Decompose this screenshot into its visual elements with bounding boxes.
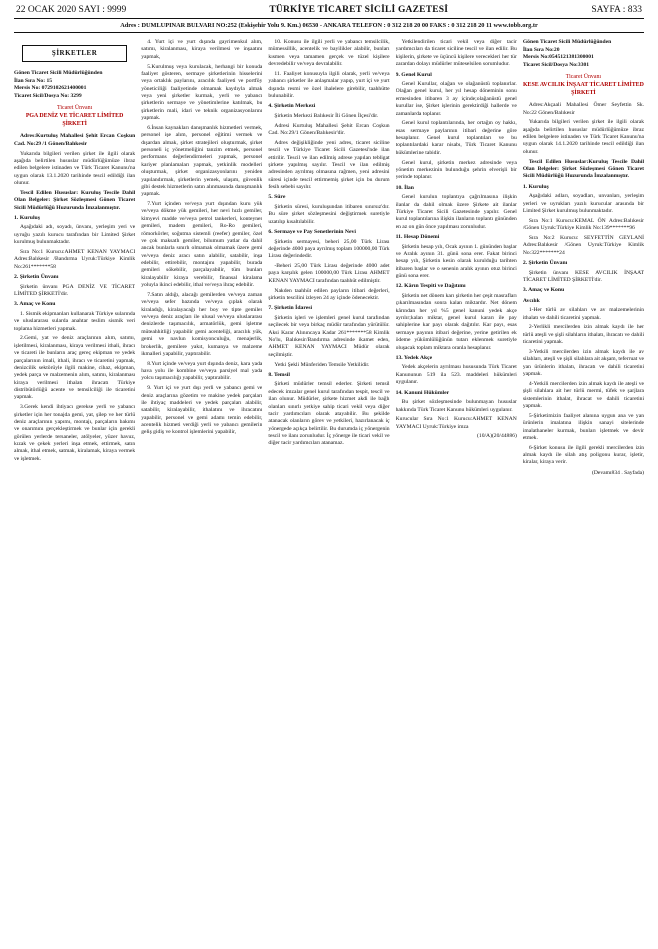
paragraph: 9. Yurt içi ve yurt dışı yerli ve yabancı gemi ve deniz araçlarına gözetim ve makine yedek parçaları ile ihtiyaç maddeleri ve yedek parçaları alabilir, satabilir, kiralayabilir, ithalatını ve ihracatını yapabilir, personel ve gemi adamı temin edebilir, acentelik hizmeti verdiği yerli ve yabancı gemilerin geliş gidiş ve kontrol işlemlerini yapabilir, [141, 385, 263, 436]
notice-number: İlan Sıra No:20 [522, 46, 560, 53]
section-heading: 5. Süre [268, 194, 286, 201]
paragraph: Genel kurulun toplantıya çağrılmasına ilişkin ilanlar da dahil olmak üzere Şirkete ait ilanlar Türkiye Ticaret Sicili Gazetesinde yapılır. Genel kurul toplantılarına ilişkin ilanların toplantı gününden en az on gün önce yapılması zorunludur. [395, 194, 517, 230]
paragraph: Şirketin Merkezi Balıkesir İli Gönen İlçesi'dir. [274, 112, 379, 119]
paragraph: Adres:Akçaali Mahallesi Ömer Seyfettin Sk. No:22 Gönen/Balıkesir [522, 102, 645, 116]
registry-file-number: Ticaret Sicil/Dosya No:3301 [522, 61, 590, 68]
paragraph: Aşağıdaki adı, soyadı, ünvanı, yerleşim yeri ve uyruğu yazılı kurucu tarafından bir Limited Şirket kurulmuş bulunmaktadır. [14, 224, 136, 246]
paragraph: 1-Her türlü av silahları ve av malzemelerinin ithalatı ve dahili ticaretini yapmak. [522, 307, 645, 321]
title-label: Ticaret Ünvanı [565, 74, 602, 81]
paragraph: 8.Yurt içinde ve/veya yurt dışında deniz, kara yada hava yolu ile kombine ve/veya parsiyel mal yada yolcu taşımacılığı yapabilir, yaptırabilir. [141, 360, 263, 382]
section-subheading: Avcılık [522, 297, 540, 304]
paragraph: Şirketin net dönem karı şirketin her çeşit masrafları çıkarılmasından sonra kalan miktardır. Net dönem kârından her yıl %5 genel kanuni yedek akçe ayrılır;kalan miktar, genel kurul kararı ile pay sahiplerine kar payı olarak dağıtılır. Kar payı, esas sermaye payının itibari değerine, yerine getirilen ek ödeme yükümlülüğünün tutarı eklenmek suretiyle oluşacak toplam miktara oranla hesaplanır. [395, 292, 517, 351]
address-bar: Adres : DUMLUPINAR BULVARI NO:252 (Eskişehir Yolu 9. Km.) 06530 - ANKARA TELEFON : 0 312 218 20 00 FAKS : 0 312 218 20 11 www.tobb.org.tr [14, 19, 644, 33]
paragraph: Şirketin sermayesi, beheri 25,00 Türk Lirası değerinde 4000 paya ayrılmış toplam 100000,00 Türk Lirası değerindedir. [268, 238, 390, 260]
section-heading: 3. Amaç ve Konu [14, 301, 56, 308]
section-heading: 13. Yedek Akçe [395, 354, 433, 361]
section-title-box: ŞİRKETLER [22, 45, 127, 62]
paragraph: 5.Kurulmuş veya kurulacak, herhangi bir konuda faaliyet gösteren, sermaye şirketlerinin hisselerini veya ortaklık paylarını, aracılık faaliyeti ve portföy yöneticiliği faaliyetinde olmamak kaydıyla almak veya yeni şirketler kurmak, yerli ve yabancı şirketlerin sermaye ve yönetimlerine katılmak, bu şirketlerin mali, idari ve teknik organizasyonlarını yapmak. [141, 63, 263, 122]
paragraph: 4. Yurt içi ve yurt dışında gayrimenkul alım, satımı, kiralanması, kiraya verilmesi ve inşaatını yapmak, [141, 39, 263, 60]
paragraph: 4-Yetkili mercilerden izin almak kaydı ile ateşli ve şişli silahlara ait her türlü mermi, tüfek ve şarjlara sistemlerinin ithalat, ihracat ve dahili ticaretini yapmak. [522, 380, 645, 409]
paragraph: Nakden taahhüt edilen payların itibari değerleri, şirketin tescilini izleyen 24 ay içinde ödenecektir. [268, 287, 390, 301]
paragraph: 6-Şirket konusu ile ilgili gerekli mercilerden izin almak kaydı ile silah atış poligonu kurar, işletir, kiralar, kiraya verir. [522, 444, 645, 466]
section-heading: 4. Şirketin Merkezi [268, 103, 316, 110]
paragraph: 3-Yetkili mercilerden izin almak kaydı ile av silahları, ateşli ve şişli silahlara ait akşam, teferruat ve yan ürünlerin ithalatı, ihracatı ve dahili ticaretini yapmak. [522, 348, 645, 378]
paragraph: Kurucular Sıra No:1 Kurucu:AHMET KENAN YAYMACI Uyruk:Türkiye imza [395, 416, 517, 430]
paragraph: Adres:Kurtuluş Mahallesi Şehit Ercan Coşkun Cad. No:29 /1 Gönen/Balıkesir [14, 133, 136, 147]
registry-office: Gönen Ticaret Sicili Müdürlüğünden [522, 39, 612, 45]
section-heading: 1. Kuruluş [14, 214, 40, 221]
section-heading: 9. Genel Kurul [395, 71, 432, 78]
title-label: Ticaret Ünvanı [56, 105, 93, 112]
paragraph: Tescil Edilen Hususlar:Kuruluş Tescile Dahil Olan Belgeler: Şirket Sözleşmesi Gönen Ticaret Sicili Müdürlüğü Huzurunda İmzalanmıştır. [522, 158, 645, 180]
paragraph: Bu şirket sözleşmesinde bulunmayan hususlar hakkında Türk Ticaret Kanunu hükümleri uygulanır. [395, 399, 517, 413]
paragraph: Adres değişikliğinde yeni adres, ticaret siciline tescil ve Türkiye Ticaret Sicili Gazetesi'nde ilan ettirilir. Tescil ve ilan edilmiş adrese yapılan tebligat şirkete yapılmış sayılır. Tescil ve ilan edilmiş adresinden ayrılmış olmasına rağmen, yeni adresini süresi içinde tescil ettirmemiş şirket için bu durum fesih sebebi sayılır. [268, 139, 390, 191]
column-4 [396, 39, 517, 929]
paragraph: Adresi Kurtuluş Mahallesi Şehit Ercan Coşkun Cad. No:29/1 Gönen/Balıkesir'dir. [268, 122, 390, 137]
section-heading: 12. Kârın Tespiti ve Dağıtımı [395, 283, 466, 290]
paragraph: Genel kurul toplantılarında, her ortağın oy hakkı, esas sermaye paylarının itibari değerine göre hesaplanır. Genel kurul toplantıları ve bu toplantılardaki karar nisabı, Türk Ticaret Kanunu hükümlerine tabidir. [395, 120, 517, 156]
gazette-title: TÜRKİYE TİCARET SİCİLİ GAZETESİ [269, 5, 449, 15]
column-3 [268, 39, 389, 929]
paragraph: 5-Şirketimizin faaliyet alanına uygun ana ve yan ürünlerin imalatına ilişkin sanayi sitelerinde imalathaneler kurmak, bunları işletmek ve devir etmek. [522, 412, 645, 441]
column-5 [523, 39, 644, 929]
section-heading: 6. Sermaye ve Pay Senetlerinin Nevi [268, 229, 356, 236]
paragraph: 3.Gerek kendi ihtiyacı gerekse yerli ve yabancı şirketler için her tonajda gemi, yat, şilep ve her türlü deniz araçlarının yapımı, montajı, parçaların bakımı ve onarımını gerçekleştirmek ve bunlar için gerekli görülen yerlerde tersaneler, atölyeler, yüzer havuz, kızak ve çekek yerleri inşa etmek, ettirmek, satın almak, ithal etmek, satmak, kiralamak, kiraya vermek ve işletmek. [14, 404, 136, 462]
section-heading: 1. Kuruluş [522, 183, 549, 190]
section-heading: 3. Amaç ve Konu [522, 287, 565, 294]
paragraph: 2-Yerlikli mercilerden izin almak kaydı ile her türlü ateşli ve şişli silahların ithalatı, ihracatı ve dahili ticaretini yapmak. [522, 324, 645, 346]
section-heading: 11. Hesap Dönemi [395, 234, 440, 241]
paragraph: Şirketin hesap yılı, Ocak ayının 1. gününden başlar ve Aralık ayının 31. günü sona erer. Fakat birinci hesap yılı, Şirketin kesin olarak kurulduğu tarihten itibaren başlar ve o senenin aralık ayının otuz birinci günü sona erer. [395, 243, 517, 280]
paragraph: 10. Konusu ile ilgili yerli ve yabancı temsilcilik, mümessillik, acentelik ve bayilikler alabilir, bunları kısmen veya tamamen gerçek ve tüzel kişilere devredebilir ve/veya devralabilir. [268, 39, 390, 68]
mersis-number: Mersis No:0545121381300001 [522, 54, 594, 61]
registry-info [523, 39, 644, 69]
company-title [14, 105, 135, 128]
registry-office: Gönen Ticaret Sicili Müdürlüğünden [14, 70, 103, 77]
paragraph: Yetkilendirilen ticari vekil veya diğer tacir yardımcıları da ticaret siciline tescil ve ilan edilir. Bu kişilerin, şirkete ve üçüncü kişilere verecekleri her tür zarardan dolayı müdürler müteselsilen sorumludur. [395, 39, 517, 68]
issue-date: 22 OCAK 2020 SAYI : 9999 [16, 5, 127, 15]
paragraph: Aşağıdaki adları, soyadları, unvanları, yerleşim yerleri ve uyrukları yazılı kurucular arasında bir Limited Şirket kurulmuş bulunmaktadır. [522, 193, 645, 214]
paragraph: Şirketin ünvanı KESE AVCILIK İNŞAAT TİCARET LİMİTED ŞİRKETİ'dir. [522, 269, 645, 283]
notice-reference: (10/A)(20/44886) [477, 433, 517, 440]
paragraph: Sıra No:1 Kurucu:AHMET KENAN YAYMACI Adres:Balıkesir /Bandırma Uyruk:Türkiye Kimlik No:261*******58 [14, 249, 136, 270]
paragraph: Genel kurul, şirketin merkez adresinde veya yönetim merkezinin bulunduğu şehrin elverişli bir yerinde toplanır. [395, 159, 517, 181]
section-heading: 2. Şirketin Ünvanı [522, 260, 568, 267]
paragraph: Yetki Şekli Münferiden Temsile Yetkilidir. [274, 361, 370, 368]
paragraph: Tescil Edilen Hususlar: Kuruluş Tescile Dahil Olan Belgeler: Şirket Sözleşmesi Gönen Ticaret Sicili Müdürlüğü Huzurunda İmzalanmıştır. [14, 189, 136, 211]
registry-info [14, 70, 135, 100]
paragraph: Genel Kurullar, olağan ve olağanüstü toplanırlar. Olağan genel kurul, her yıl hesap döneminin sonu ermesinden itibaren 3 ay içinde;olağanüstü genel kurullar ise, Şirket işlerinin gerektirdiği hallerde ve zamanlarda toplanır. [395, 81, 517, 117]
columns [14, 39, 644, 929]
section-heading: 8. Temsil [268, 371, 290, 378]
continued-note: (Devamı834 . Sayfada) [591, 469, 645, 476]
section-heading: 2. Şirketin Ünvanı [14, 274, 59, 281]
paragraph: 11. Faaliyet konusuyla ilgili olarak, yerli ve/veya yabancı şirketler ile anlaşmalar yapıp, yurt içi ve yurt dışında resmi ve özel ihalelere girebilir, taahhütte bulunabilir. [268, 70, 390, 100]
paragraph: Şirketi müdürler temsil ederler. Şirketi temsil edecek imzalar genel kurul tarafından tespit, tescil ve ilan olunur. Müdürler, şirkete hizmet akdi ile bağlı olanları sınırlı yetkiye sahip ticari vekil veya diğer tacir yardımcıları olarak atayabilir. Bu şekilde atanacak olanların görev ve yetkileri, hazırlanacak iç yönergede açıkça belirtilir. Bu durumda iç yönergenin tescil ve ilanı zorunludur. İç yönerge ile ticari vekil ve diğer tacir yardımcıları atanamaz. [268, 381, 390, 447]
section-heading: 7. Şirketin İdaresi [268, 305, 313, 312]
page-number: SAYFA : 833 [591, 5, 642, 15]
section-heading: 10. İlan [395, 184, 414, 191]
paragraph: 2.Gemi, yat ve deniz araçlarının alım, satımı, işletilmesi, kiralanması, kiraya verilmesi ithali, ihracı ve ticareti ile bunların araç gereç ekipman ve yedek parçalarının imali, ithali, ihracı ve ticaretini yapmak, denizcilik sektörüyle ilgili makine, cihaz, ekipman, yedek parça ve malzemenin alım, satımı, kiralanması kiraya verilmesi ithalatı ihracatı Türkiye distribütörlüğü acente ve temsilciliği ile ticaretini yapmak. [14, 335, 136, 401]
paragraph: 1. Sismik ekipmanları kullanarak Türkiye sularında ve uluslararası sularda anahtar teslim sismik veri toplama hizmetleri yapmak. [14, 310, 136, 332]
column-2 [141, 39, 262, 929]
paragraph: Sıra No:2 Kurucu: SEYFETTİN GEYLANİ Adres:Balıkesir /Gönen Uyruk:Türkiye Kimlik No:322*******24 [522, 234, 645, 256]
paragraph: Sıra No:1 Kurucu:KEMAL ÖN Adres:Balıkesir /Gönen Uyruk:Türkiye Kimlik No:139*******96 [522, 217, 645, 232]
paragraph: Yedek akçelerin ayrılması hususunda Türk Ticaret Kanununun 519 ila 523. maddeleri hükümleri uygulanır. [395, 364, 517, 386]
mersis-number: Mersis No: 0729102621400001 [14, 85, 87, 92]
notice-number: İlan Sıra No: 15 [14, 77, 53, 84]
paragraph: Şirketin ünvanı PGA DENİZ VE TİCARET LİMİTED ŞİRKETİ'dir. [14, 283, 136, 298]
company-name: KESE AVCILIK İNŞAAT TİCARET LİMİTED ŞİRKETİ [522, 81, 644, 96]
paragraph: 7.Satın aldığı, alacağı gemilerden ve/veya zaman ve/veya sefer bazında ve/veya çıplak olarak kiraladığı, kiralayacağı her boy ve tipte gemiler ve/veya deniz araçları ile ulusal ve/veya uluslararası denizlerde taşımacılık, armatörlük, gemi işletme müteahhitliği yapabilir gemi acenteliği, aracılık yük, gemi ve navlun komisyonculuğu, menajerlik, brokerlik, gemilere yakıt, kumanya ve malzeme ikmalleri yapabilir, yaptırabilir. [141, 291, 263, 357]
paragraph: 7.Yurt içinden ve/veya yurt dışından kuru yük ve/veya dökme yük gemileri, her nevi hızlı gemiler, kimyevi madde ve/veya petrol tankerleri, konteyner gemileri, madem gemileri, Ro-Ro gemileri, römorkörler, soğutma sistemli (reefer) gemiler, özel ve çok maksatlı gemiler, bilumum yatlar da dahil ancak bunlarla sınırlı olmamak olmamak üzere gemi ve/veya deniz aracı satın alabilir, satabilir, inşa edebilir, ettirebilir, montajını yapabilir, burada gemileri sökebilir, parçalayabilir, tüm bunları kiralayabilir kiraya verebilir, finansal kiralama yoluyla ikinci edebilir, ithal ve/veya ihraç edebilir. [141, 201, 263, 289]
paragraph: 6.İnsan kaynakları danışmanlık hizmetleri vermek, personel işe alım, personel eğitimi vermek ve dışardan almak, şirket stratejileri oluşturmak, şirket personeli iç yönetmeliğini tanzim etmek, personel performans değerlendirmeleri yapmak, personel kariyer planlamaları yapmak, yetkinlik modelleri oluşturmak, şirket organizasyonlarını yeniden yapılandırmak, şirketlerin yemek, ulaşım, güvenlik gibi destek hizmetlerin satın alınmasında danışmanlık yapmak. [141, 124, 263, 198]
company-name: PGA DENİZ VE TİCARET LİMİTED ŞİRKETİ [25, 113, 124, 127]
page-header [14, 5, 644, 19]
company-title [523, 74, 644, 97]
section-heading: 14. Kanuni Hükümler [395, 389, 450, 396]
paragraph: Yukarıda bilgileri verilen şirket ile ilgili olarak aşağıda belirtilen hususlar müdürlüğümüze ibraz edilen belgelere istinaden ve Türk Ticaret Kanunu'na uygun olarak 13.1.2020 tarihinde tescil edildiği ilan olunur. [14, 150, 136, 187]
registry-file-number: Ticaret Sicil/Dosya No: 3299 [14, 92, 82, 99]
paragraph: Yukarıda bilgileri verilen şirket ile ilgili olarak aşağıda belirtilen hususlar müdürlüğümüze ibraz edilen belgelere istinaden ve Türk Ticaret Kanunu'na uygun olarak 14.1.2020 tarihinde tescil edildiği ilan olunur. [522, 119, 645, 155]
paragraph: Şirketin süresi, kuruluşundan itibaren sınırsız'dır. Bu süre şirket sözleşmesini değiştirmek suretiyle uzatılıp kısaltılabilir. [268, 203, 390, 225]
column-1 [14, 39, 135, 929]
paragraph: -Beheri 25,00 Türk Lirası değerinde 4000 adet paya karşılık gelen 100000,00 Türk Lirası AHMET KENAN YAYMACI tarafından taahhüt edilmiştir. [268, 263, 390, 284]
paragraph: Şirketin işleri ve işlemleri genel kurul tarafından seçilecek bir veya birkaç müdür tarafından yürütülür. Aksi Karar Alınıncaya Kadar 261*******58 Kimlik No'lu, Balıkesir/Bandırma adresinde ikamet eden, AHMET KENAN YAYMACI Müdür olarak seçilmiştir. [268, 314, 390, 358]
